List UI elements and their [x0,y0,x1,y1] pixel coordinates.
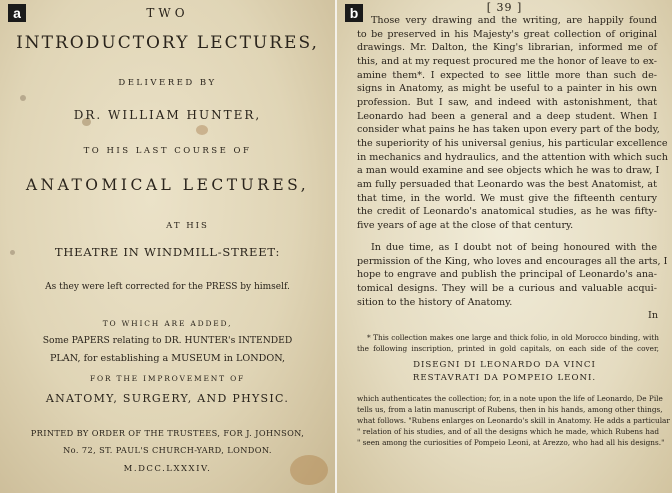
title-line: TO WHICH ARE ADDED, [102,319,233,328]
body-line: Those very drawing and the writing, are happily found [371,15,657,26]
body-line: that time, in the world. We must give the fifteenth century [357,193,657,204]
title-line: As they were left corrected for the PRESS by himself. [45,282,290,292]
footnote-line: * This collection makes one large and thick folio, in old Morocco binding, with [367,333,659,342]
panel-b-text-page [337,0,672,493]
title-line: DELIVERED BY [118,78,217,88]
title-line: THEATRE IN WINDMILL-STREET: [54,245,281,259]
body-line: In due time, as I doubt not of being honoured with the [371,242,657,253]
foxing-stain [196,125,208,135]
imprint-line: PRINTED BY ORDER OF THE TRUSTEES, FOR J. JOHNSON, [30,428,305,438]
body-line: consider what pains he has taken upon every part of the body, [357,124,660,135]
foxing-stain [20,95,26,101]
body-line: profession. But I saw, and indeed with astonishment, that [357,97,657,108]
body-line: am fully persuaded that Leonardo was the best Anatomist, at [357,179,657,190]
footnote-line: " relation of his studies, and of all the designs which he made, which Rubens had [357,427,659,436]
title-line: PLAN, for establishing a MUSEUM in LONDON, [49,353,286,364]
title-line: FOR THE IMPROVEMENT OF [89,374,246,383]
inscription-line: DISEGNI DI LEONARDO DA VINCI [413,360,596,370]
title-line: INTRODUCTORY LECTURES, [16,33,319,53]
title-line: TO HIS LAST COURSE OF [83,146,252,156]
body-line: tomical designs. They will be a curious and valuable acqui- [357,283,657,294]
body-line: a man would examine and see objects which he was to draw, I [357,165,660,176]
inscription-line: RESTAVRATI DA POMPEIO LEONI. [412,373,597,383]
panel-a-title-page [0,0,335,493]
body-line: the superiority of his universal genius, his particular excellence [357,138,668,149]
body-line: drawings. Mr. Dalton, the King's librarian, informed me of [357,42,657,53]
title-line: Some PAPERS relating to DR. HUNTER's INTENDED [42,335,293,346]
panel-label-a: a [8,4,26,22]
body-line: Leonardo had been a general and a deep student. When I [357,111,657,122]
body-line: this, and at my request procured me the honor of leave to ex- [357,56,657,67]
body-line: amine them*. I expected to see little more than such de- [357,70,657,81]
panel-label-b: b [345,4,363,22]
footnote-line: which authenticates the collection; for, in a note upon the life of Leonardo, De Pile [357,394,663,403]
body-line: signs in Anatomy, as might be useful to a painter in his own [357,83,657,94]
imprint-line: No. 72, ST. PAUL'S CHURCH-YARD, LONDON. [63,445,272,455]
footnote-line: the following inscription, printed in gold capitals, on each side of the cover, [357,344,659,353]
body-line: permission of the King, who loves and encourages all the arts, I [357,256,668,267]
body-line: five years of age at the close of that century. [357,220,574,231]
body-line: in mechanics and hydraulics, and the attention with which such [357,152,668,163]
body-line: hope to engrave and publish the principal of Leonardo's ana- [357,269,657,280]
title-line: ANATOMICAL LECTURES, [25,176,310,194]
body-line: the credit of Leonardo's anatomical studies, as he was fifty- [357,206,657,217]
title-line: ANATOMY, SURGERY, AND PHYSIC. [45,392,290,405]
footnote-line: what follows. "Rubens enlarges on Leonardo's skill in Anatomy. He adds a particular [357,416,670,425]
imprint-date: M.DCC.LXXXIV. [123,464,212,474]
footnote-line: tells us, from a latin manuscript of Rubens, then in his hands, among other things, [357,405,663,414]
catchword: In [648,310,658,321]
body-line: to be preserved in his Majesty's great collection of original [357,29,657,40]
title-line: DR. WILLIAM HUNTER, [73,108,262,122]
footnote-line: " seen among the curiosities of Pompeio Leoni, at Arezzo, who had all his designs." [357,438,665,447]
title-line: AT HIS [166,221,209,231]
body-line: sition to the history of Anatomy. [357,297,513,308]
title-line: TWO [146,6,189,20]
page-number: [ 39 ] [486,1,523,14]
